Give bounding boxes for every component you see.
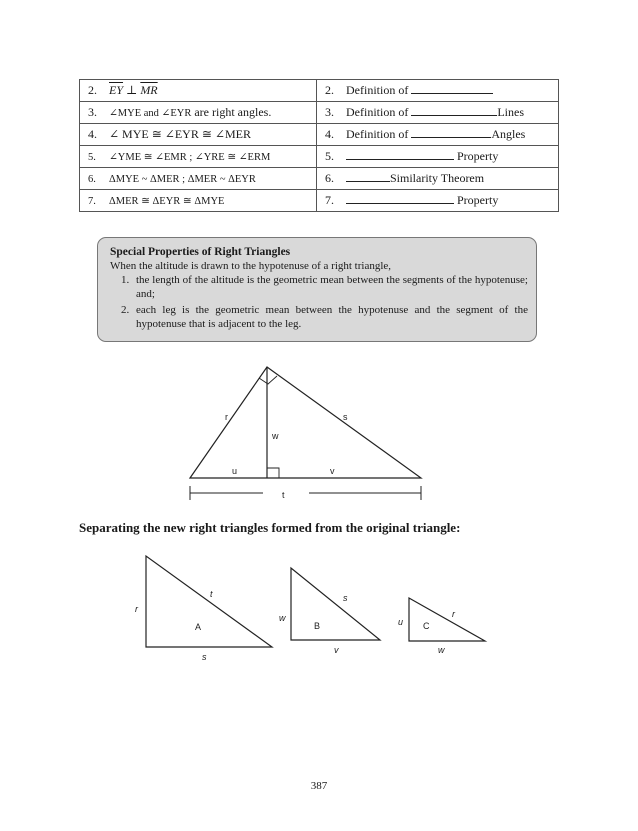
triangle-a-name: A (195, 622, 202, 632)
reason-cell: 6. Similarity Theorem (317, 168, 559, 190)
reason-cell: 7. Property (317, 190, 559, 212)
label-v: v (330, 466, 335, 476)
triangle-c-vertical-label: u (398, 617, 404, 627)
main-triangle (190, 367, 421, 478)
triangle-c (409, 598, 485, 641)
triangle-c-hyp-label: r (452, 609, 455, 619)
triangle-a-hyp-label: t (210, 589, 213, 599)
dimension-line-t (190, 486, 421, 500)
triangle-outline (190, 367, 421, 478)
triangle-a (146, 556, 272, 647)
triangle-b-name: B (314, 621, 321, 631)
triangle-a-vertical-label: r (135, 604, 138, 614)
list-item: 2. each leg is the geometric mean between the hypotenuse and the segment of the hypotenuse that is adjacent to the leg. (132, 303, 528, 331)
statement-cell: 7. ΔMER ≅ ΔEYR ≅ ΔMYE (80, 190, 317, 212)
reason-cell: 2. Definition of (317, 80, 559, 102)
reason-cell: 4. Definition of Angles (317, 124, 559, 146)
callout-intro: When the altitude is drawn to the hypotenuse of a right triangle, (110, 260, 392, 272)
statement-cell: 6. ΔMYE ~ ΔMER ; ΔMER ~ ΔEYR (80, 168, 317, 190)
triangle-c-name: C (423, 621, 430, 631)
right-angle-mark-base (267, 468, 279, 478)
reason-cell: 3. Definition of Lines (317, 102, 559, 124)
triangle-c-base-label: w (438, 645, 445, 655)
callout-title: Special Properties of Right Triangles (110, 246, 291, 258)
triangle-b-vertical-label: w (279, 613, 286, 623)
right-angle-mark-apex (259, 376, 277, 384)
triangle-b (291, 568, 380, 640)
statement-cell: 2. $\overline{EY}$ ⊥ $\overline{MR}$ (80, 80, 317, 102)
triangle-b-hyp-label: s (343, 593, 348, 603)
label-w: w (272, 431, 279, 441)
label-t: t (282, 490, 285, 500)
label-s: s (343, 412, 348, 422)
perpendicular-symbol: ⊥ (126, 83, 138, 97)
statement-cell: 4. ∠ MYE ≅ ∠EYR ≅ ∠MER (80, 124, 317, 146)
segment-mr: $\overline{MR}$ (140, 83, 158, 97)
statement-cell: 5. ∠YME ≅ ∠EMR ; ∠YRE ≅ ∠ERM (80, 146, 317, 168)
section-heading: Separating the new right triangles formed from the original triangle: (79, 520, 461, 535)
reason-cell: 5. Property (317, 146, 559, 168)
segment-ey: $\overline{EY}$ (109, 83, 124, 97)
triangle-a-base-label: s (202, 652, 207, 662)
page-number: 387 (310, 780, 328, 792)
label-r: r (225, 412, 228, 422)
list-item: 1. the length of the altitude is the geometric mean between the segments of the hypotenuse; and; (132, 273, 528, 301)
label-u: u (232, 466, 238, 476)
statement-cell: 3. ∠MYE and ∠EYR are right angles. (80, 102, 317, 124)
triangle-b-base-label: v (334, 645, 339, 655)
